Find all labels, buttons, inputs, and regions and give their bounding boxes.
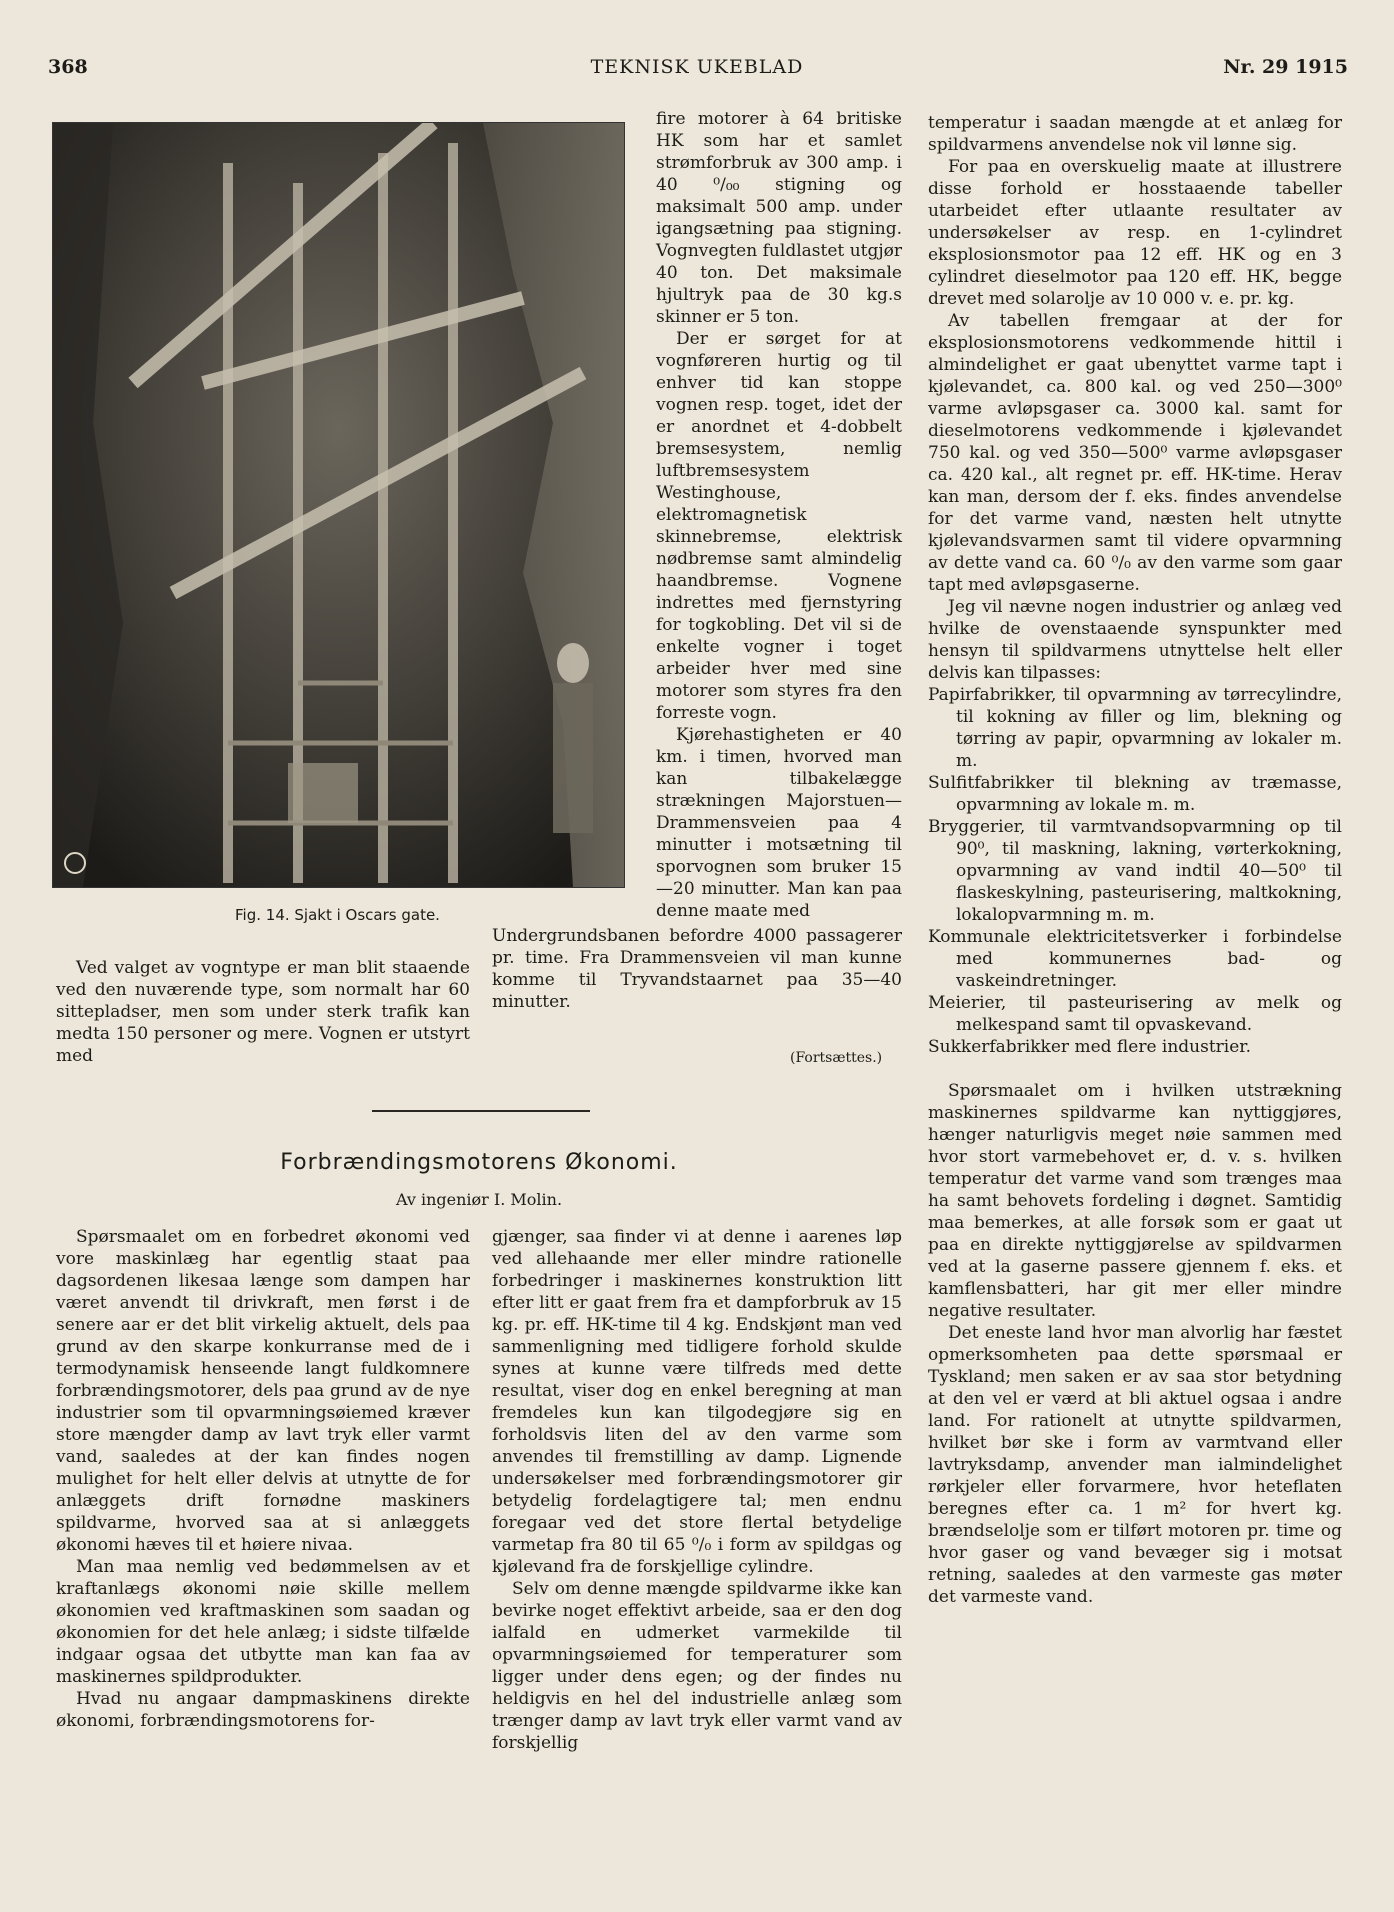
paragraph: Spørsmaalet om i hvilken utstrækning maskinernes spildvarme kan nyttiggjøres, hænger naturligvis meget nøie sammen med hvor stort varmebehovet er, d. v. s. hvilken temperatur det varme vand som trænges maa ha samt behovets fordeling i døgnet. Samtidig maa bemerkes, at alle forsøk som er gaat ut paa en direkte nyttiggjørelse av spildvarmen ved at la gaserne passere gjennem f. eks. et kamflensbatteri, har git mer eller mindre negative resultater. [928,1081,1342,1321]
paragraph: gjænger, saa finder vi at denne i aarenes løp ved allehaande mer eller mindre rationelle forbedringer i maskinernes konstruktion litt efter litt er gaat frem fra et dampforbruk av 15 kg. pr. eff. HK-time til 4 kg. Endskjønt man ved sammenligning med tidligere forhold skulde synes at kunne være tilfreds med dette resultat, viser dog en enkel beregning at man fremdeles kun kan tilgodegjøre sig en forholdsvis liten del av den varme som anvendes til fremstilling av damp. Lignende undersøkelser med forbrændingsmotorer gir betydelig fordelagtigere tal; men endnu foregaar ved det store flertal betydelige varmetap fra 80 til 65 ⁰/₀ i form av spildgas og kjølevand fra de forskjellige cylindre. [492,1227,902,1577]
paragraph: Selv om denne mængde spildvarme ikke kan bevirke noget effektivt arbeide, saa er den dog ialfald en udmerket varmekilde til opvarmningsøiemed for temperaturer som ligger under dens egen; og der findes nu heldigvis en hel del industrielle anlæg som trænger damp av lavt tryk eller varmt vand av forskjellig [492,1579,902,1753]
section-divider [372,1110,590,1112]
column-3 [928,112,1342,1608]
list-item: Bryggerier, til varmtvandsopvarmning op til 90⁰, til maskning, lakning, vørterkokning, opvarmning av vand indtil 40—50⁰ til flaskeskylning, pasteurisering, maltkokning, lokalopvarmning m. m. [928,817,1342,925]
continued-note: (Fortsættes.) [790,1050,883,1066]
paragraph: Hvad nu angaar dampmaskinens direkte økonomi, forbrændingsmotorens for- [56,1689,470,1731]
journal-title: TEKNISK UKEBLAD [590,56,804,78]
column-2-continuation [492,925,902,1013]
paragraph: Man maa nemlig ved bedømmelsen av et kraftanlægs økonomi nøie skille mellem økonomien ved kraftmaskinen som saadan og økonomien for det hele anlæg; i sidste tilfælde indgaar ogsaa det utbytte man kan faa av maskinernes spildprodukter. [56,1557,470,1687]
paragraph: fire motorer à 64 britiske HK som har et samlet strømforbruk av 300 amp. i 40 ⁰/₀₀ stigning og maksimalt 500 amp. under igangsætning paa stigning. Vognvegten fuldlastet utgjør 40 ton. Det maksimale hjultryk paa de 30 kg.s skinner er 5 ton. [656,109,902,327]
page-number: 368 [48,56,88,78]
figure-photo [52,122,625,888]
paragraph: Jeg vil nævne nogen industrier og anlæg ved hvilke de ovenstaaende synspunkter med hensyn til spildvarmens utnyttelse helt eller delvis kan tilpasses: [928,597,1342,683]
list-item: Sukkerfabrikker med flere industrier. [928,1037,1251,1057]
paragraph: Undergrundsbanen befordre 4000 passagerer pr. time. Fra Drammensveien vil man kunne komme til Tryvandstaarnet paa 35—40 minutter. [492,926,902,1012]
list-item: Meierier, til pasteurisering av melk og melkespand samt til opvaskevand. [928,993,1342,1035]
paragraph: temperatur i saadan mængde at et anlæg for spildvarmens anvendelse nok vil lønne sig. [928,113,1342,155]
article-column-1 [56,1226,470,1732]
paragraph: Av tabellen fremgaar at der for eksplosionsmotorens vedkommende hittil i almindelighet er gaat ubenyttet varme tapt i kjølevandet, ca. 800 kal. og ved 250—300⁰ varme avløpsgaser ca. 3000 kal. samt for dieselmotorens vedkommende i kjølevandet 750 kal. og ved 350—500⁰ varme avløpsgaser ca. 420 kal., alt regnet pr. eff. HK-time. Herav kan man, dersom der f. eks. findes anvendelse for det varme vand, næsten helt utnytte kjølevandsvarmen samt til videre opvarmning av dette vand ca. 60 ⁰/₀ av den varme som gaar tapt med avløpsgaserne. [928,311,1342,595]
paragraph: Spørsmaalet om en forbedret økonomi ved vore maskinlæg har egentlig staat paa dagsordenen likesaa længe som dampen har været anvendt til drivkraft, men først i de senere aar er det blit virkelig aktuelt, dels paa grund av den skarpe konkurranse med de i termodynamisk henseende langt fuldkomnere forbrændingsmotorer, dels paa grund av de nye industrier som til opvarmningsøiemed kræver store mængder damp av lavt tryk eller varmt vand, saaledes at der kan findes nogen mulighet for helt eller delvis at utnytte de for anlæggets drift fornødne maskiners spildvarme, hvorved saa at si anlæggets økonomi hæves til et høiere nivaa. [56,1227,470,1555]
figure-caption: Fig. 14. Sjakt i Oscars gate. [235,906,440,924]
paragraph: Ved valget av vogntype er man blit staaende ved den nuværende type, som normalt har 60 sittepladser, men som under sterk trafik kan medta 150 personer og mere. Vognen er utstyrt med [56,958,470,1066]
column-2-upper [656,108,902,922]
paragraph: Der er sørget for at vognføreren hurtig og til enhver tid kan stoppe vognen resp. toget, idet der er anordnet et 4-dobbelt bremsesystem, nemlig luftbremsesystem Westinghouse, elektromagnetisk skinnebremse, elektrisk nødbremse samt almindelig haandbremse. Vognene indrettes med fjernstyring for togkobling. Det vil si de enkelte vogner i toget arbeider hver med sine motorer som styres fra den forreste vogn. [656,329,902,723]
issue-number: Nr. 29 1915 [1223,56,1348,78]
article-byline: Av ingeniør I. Molin. [395,1190,563,1209]
shaft-illustration [53,123,624,887]
paragraph: Kjørehastigheten er 40 km. i timen, hvorved man kan tilbakelægge strækningen Majorstuen—Drammensveien paa 4 minutter i motsætning til sporvognen som bruker 15—20 minutter. Man kan paa denne maate med [656,725,902,921]
paragraph: For paa en overskuelig maate at illustrere disse forhold er hosstaaende tabeller utarbeidet efter utlaante resultater av undersøkelser av resp. en 1-cylindret eksplosionsmotor paa 12 eff. HK og en 3 cylindret dieselmotor paa 120 eff. HK, begge drevet med solarolje av 10 000 v. e. pr. kg. [928,157,1342,309]
list-item: Kommunale elektricitetsverker i forbindelse med kommunernes bad- og vaskeindretninger. [928,927,1342,991]
list-item: Sulfitfabrikker til blekning av træmasse, opvarmning av lokale m. m. [928,773,1342,815]
column-1-upper [56,957,470,1067]
paragraph: Det eneste land hvor man alvorlig har fæstet opmerksomheten paa dette spørsmaal er Tyskland; men saken er av saa stor betydning at den vel er værd at bli aktuel ogsaa i andre land. For rationelt at utnytte spildvarmen, hvilket bør ske i form av varmtvand eller lavtryksdamp, anvender man ialmindelighet rørkjeler eller forvarmere, hvor heteflaten beregnes efter ca. 1 m² for hvert kg. brændselolje som er tilført motoren pr. time og hvor gaser og vand bevæger sig i motsat retning, saaledes at den varmeste gas møter det varmeste vand. [928,1323,1342,1607]
article-title: Forbrændingsmotorens Økonomi. [280,1150,678,1175]
article-column-2 [492,1226,902,1754]
list-item: Papirfabrikker, til opvarmning av tørrecylindre, til kokning av filler og lim, blekning og tørring av papir, opvarmning av lokaler m. m. [928,685,1342,771]
